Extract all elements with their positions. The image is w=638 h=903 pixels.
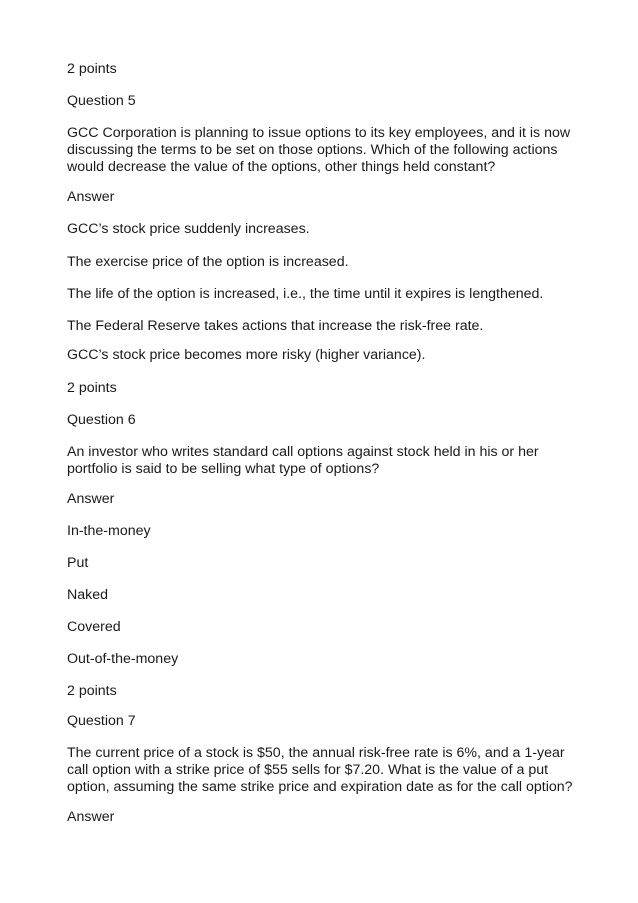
question-6-option-1: In-the-money	[67, 523, 151, 539]
question-5-option-4: The Federal Reserve takes actions that increase the risk-free rate.	[67, 318, 484, 334]
question-5-option-5: GCC’s stock price becomes more risky (higher variance).	[67, 347, 426, 363]
question-7-text-line-1: The current price of a stock is $50, the annual risk-free rate is 6%, and a 1-year	[67, 745, 565, 761]
points-label: 2 points	[67, 61, 117, 77]
question-6-text-line-2: portfolio is said to be selling what type of options?	[67, 461, 380, 477]
question-5-option-1: GCC’s stock price suddenly increases.	[67, 221, 310, 237]
question-6-option-5: Out-of-the-money	[67, 651, 179, 667]
question-6-points-label: 2 points	[67, 380, 117, 396]
question-5-answer-label: Answer	[67, 189, 115, 205]
question-7-text-line-2: call option with a strike price of $55 sells for $7.20. What is the value of a put	[67, 762, 549, 778]
question-7-text-line-3: option, assuming the same strike price and expiration date as for the call option?	[67, 779, 573, 795]
question-6-option-2: Put	[67, 555, 89, 571]
question-5-option-2: The exercise price of the option is increased.	[67, 254, 349, 270]
question-5-option-3: The life of the option is increased, i.e., the time until it expires is lengthened.	[67, 286, 544, 302]
question-6-option-3: Naked	[67, 587, 109, 603]
question-5-heading: Question 5	[67, 93, 136, 109]
question-6-heading: Question 6	[67, 412, 136, 428]
question-5-text-line-1: GCC Corporation is planning to issue options to its key employees, and it is now	[67, 125, 571, 141]
question-7-answer-label: Answer	[67, 809, 115, 825]
question-6-answer-label: Answer	[67, 491, 115, 507]
question-6-option-4: Covered	[67, 619, 121, 635]
question-5-text-line-2: discussing the terms to be set on those options. Which of the following actions	[67, 142, 558, 158]
question-7-points-label: 2 points	[67, 683, 117, 699]
question-6-text-line-1: An investor who writes standard call options against stock held in his or her	[67, 444, 539, 460]
question-7-heading: Question 7	[67, 713, 136, 729]
question-5-text-line-3: would decrease the value of the options, other things held constant?	[67, 159, 496, 175]
